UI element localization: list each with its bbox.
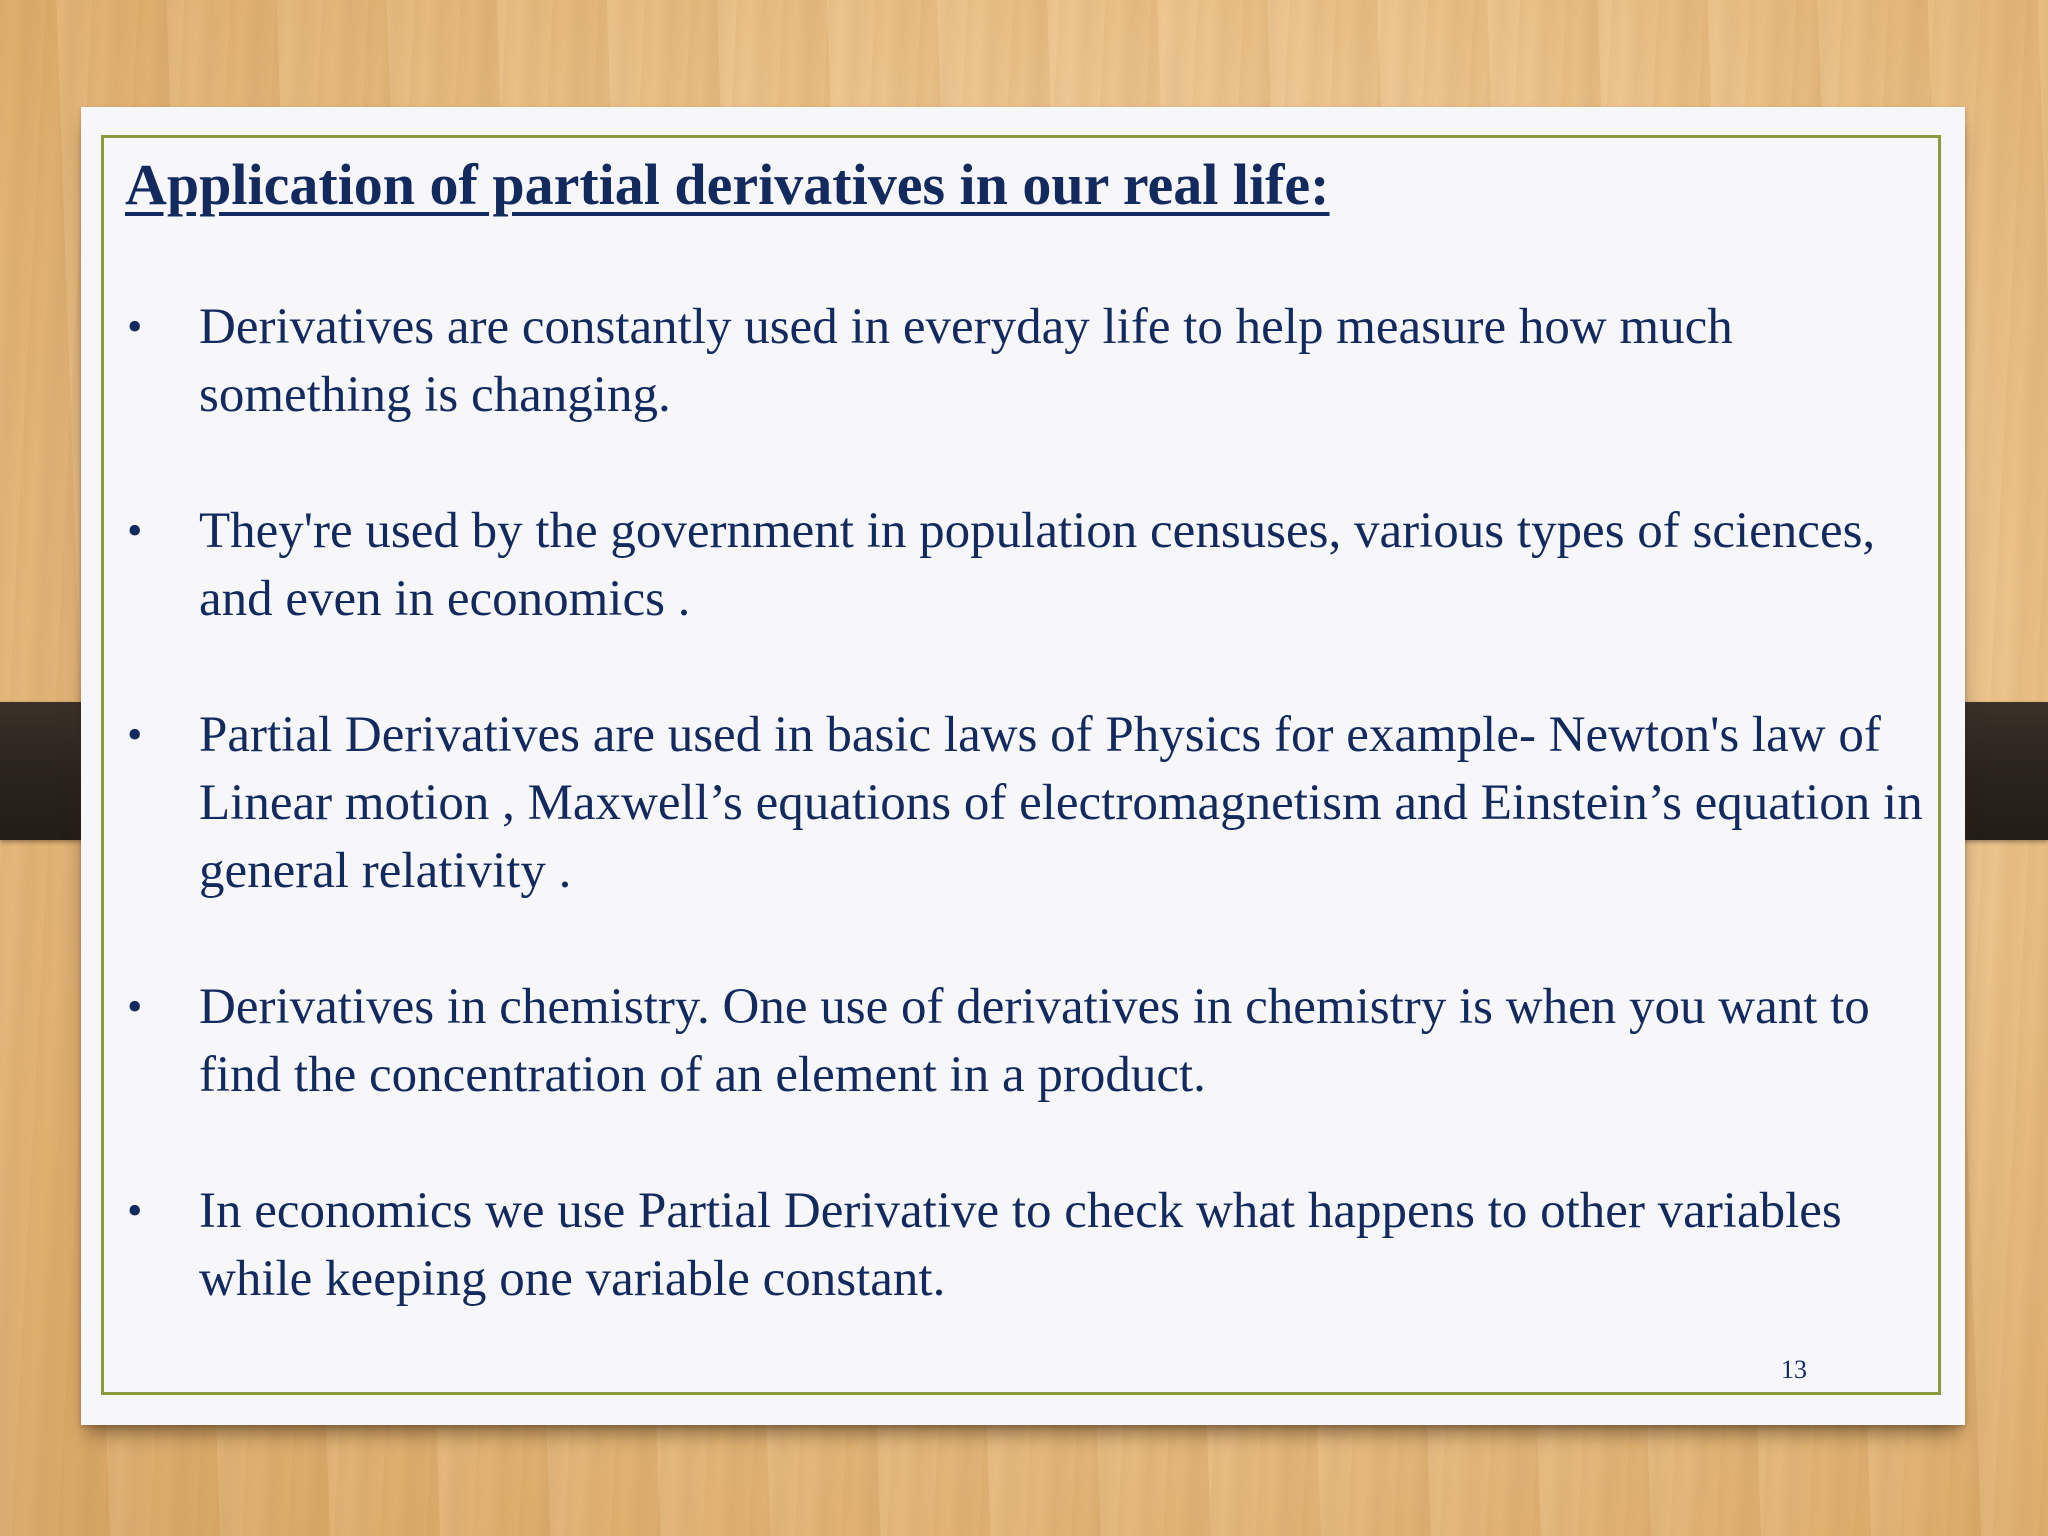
bullet-item-everyday-life xyxy=(125,293,1955,429)
bullet-item-economics xyxy=(125,1177,1955,1313)
bullet-text: Derivatives are constantly used in everyday life to help measure how much something is changing. xyxy=(199,299,1733,423)
bullet-dot-icon: • xyxy=(127,982,143,1031)
bullet-text: In economics we use Partial Derivative to check what happens to other variables while keeping one variable constant. xyxy=(199,1183,1842,1307)
bullet-list xyxy=(125,293,1955,1381)
bullet-text: Derivatives in chemistry. One use of derivatives in chemistry is when you want to find the concentration of an element in a product. xyxy=(199,979,1870,1103)
slide-paper xyxy=(81,107,1965,1425)
bullet-text: They're used by the government in population censuses, various types of sciences, and even in economics . xyxy=(199,503,1876,627)
bullet-dot-icon: • xyxy=(127,710,143,759)
page-number: 13 xyxy=(1781,1355,1807,1384)
bullet-dot-icon: • xyxy=(127,506,143,555)
bullet-dot-icon: • xyxy=(127,1186,143,1235)
slide-title: Application of partial derivatives in our real life: xyxy=(125,152,1330,217)
bullet-dot-icon: • xyxy=(127,302,143,351)
bullet-text: Partial Derivatives are used in basic laws of Physics for example- Newton's law of Linear motion , Maxwell’s equations of electromagnetism and Einstein’s equation in general relativity . xyxy=(199,707,1923,899)
bullet-item-government xyxy=(125,497,1955,633)
bullet-item-chemistry xyxy=(125,973,1955,1109)
bullet-item-physics xyxy=(125,701,1955,905)
